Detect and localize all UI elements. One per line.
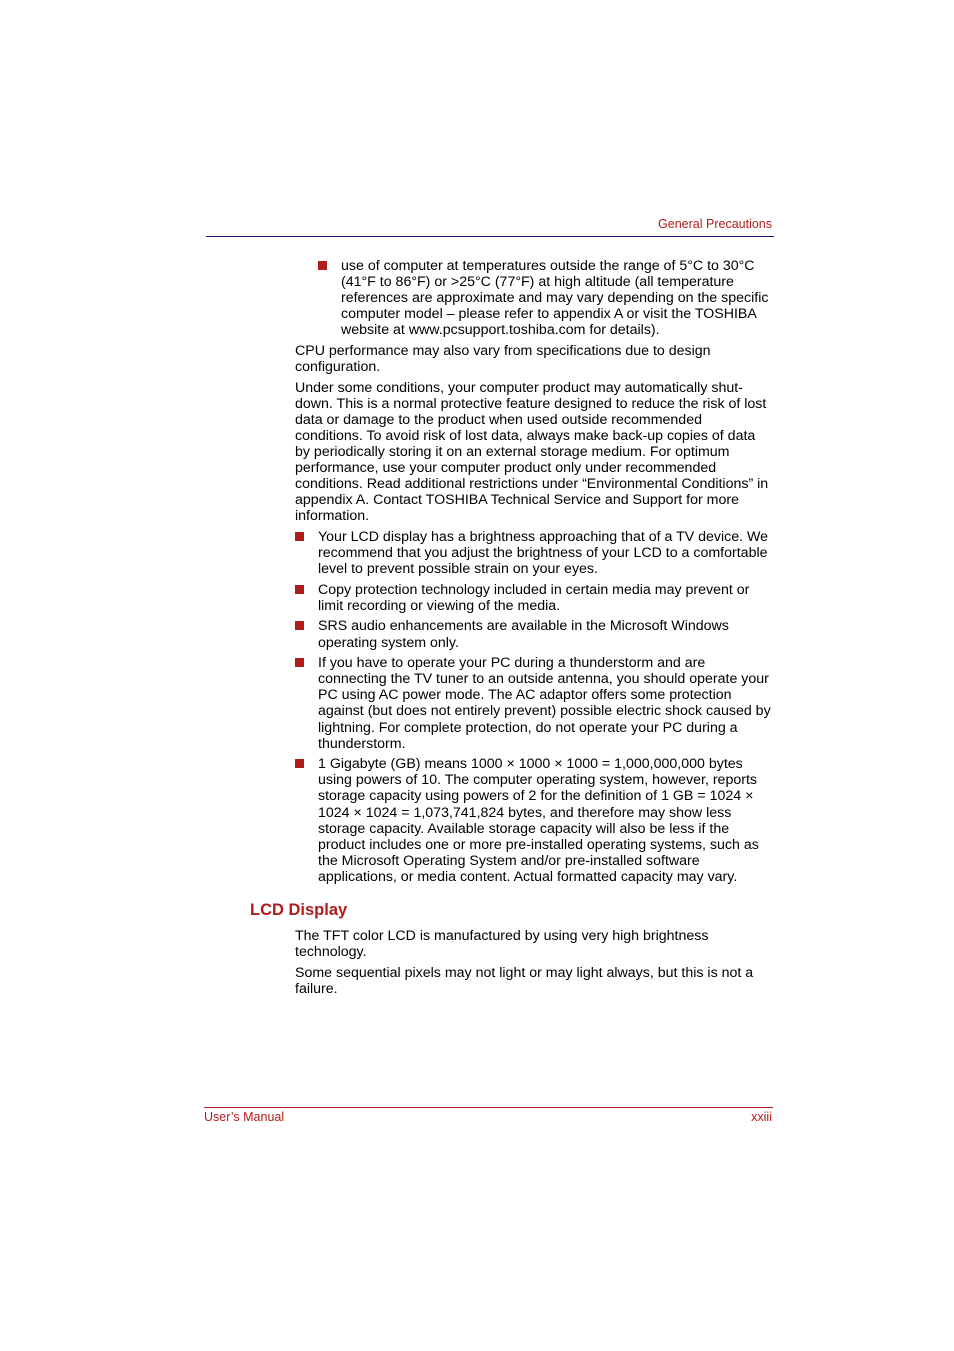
lcd-technology-paragraph: The TFT color LCD is manufactured by using very high brightness technology. xyxy=(295,927,709,961)
bullet-text: If you have to operate your PC during a thunderstorm and are connecting the TV tuner to an outside antenna, you should operate your PC using AC power mode. The AC adaptor offers some protection against (but does not entirely prevent) possible electric shock caused by lightning. For complete protection, do not operate your PC during a thunderstorm. xyxy=(318,655,771,752)
footer-divider xyxy=(204,1107,773,1108)
square-bullet-icon xyxy=(295,585,304,594)
bullet-text: SRS audio enhancements are available in the Microsoft Windows operating system only. xyxy=(318,618,729,651)
square-bullet-icon xyxy=(295,621,304,630)
temperature-bullet-list xyxy=(295,258,773,338)
page-body xyxy=(250,258,773,1001)
list-item xyxy=(295,655,773,752)
bullet-text: 1 Gigabyte (GB) means 1000 × 1000 × 1000 = 1,000,000,000 bytes using powers of 10. The computer operating system, however, reports storage capacity using powers of 2 for the definition of 1 GB = 1024 × 1024 × 1024 = 1,073,741,824 bytes, and therefore may show less storage capacity. Available storage capacity will also be less if the product includes one or more pre-installed operating systems, such as the Microsoft Operating System and/or pre-installed software applications, or media content. Actual formatted capacity may vary. xyxy=(318,756,759,885)
list-item xyxy=(295,529,773,577)
square-bullet-icon xyxy=(295,532,304,541)
page-number: xxiii xyxy=(751,1110,772,1124)
running-header-title: General Precautions xyxy=(658,217,772,231)
list-item xyxy=(295,618,773,650)
square-bullet-icon xyxy=(295,658,304,667)
bullet-text: Copy protection technology included in certain media may prevent or limit recording or viewing of the media. xyxy=(318,581,750,614)
bullet-text: use of computer at temperatures outside the range of 5°C to 30°C (41°F to 86°F) or >25°C (77°F) at high altitude (all temperature references are approximate and may vary depending on the specific computer model – please refer to appendix A or visit the TOSHIBA website at www.pcsupport.toshiba.com for details). xyxy=(341,258,769,339)
square-bullet-icon xyxy=(295,759,304,768)
lcd-pixels-paragraph: Some sequential pixels may not light or may light always, but this is not a failure. xyxy=(295,964,754,997)
header-divider xyxy=(206,236,774,237)
bullet-text: Your LCD display has a brightness approaching that of a TV device. We recommend that you adjust the brightness of your LCD to a comfortable level to prevent possible strain on your eyes. xyxy=(318,529,769,578)
precautions-bullet-list xyxy=(295,529,773,885)
shutdown-paragraph: Under some conditions, your computer product may automatically shut-down. This is a normal protective feature designed to reduce the risk of lost data or damage to the product when used outside recommended conditions. To avoid risk of lost data, always make back-up copies of data by periodically storing it on an external storage medium. For optimum performance, use your computer product only under recommended conditions. Read additional restrictions under “Environmental Conditions” in appendix A. Contact TOSHIBA Technical Service and Support for more information. xyxy=(295,379,769,525)
footer-manual-title: User’s Manual xyxy=(204,1110,285,1124)
square-bullet-icon xyxy=(318,261,327,270)
lcd-display-heading: LCD Display xyxy=(250,900,348,919)
cpu-performance-paragraph: CPU performance may also vary from specifications due to design configuration. xyxy=(295,342,711,376)
list-item xyxy=(295,582,773,614)
list-item xyxy=(295,756,773,885)
list-item xyxy=(318,258,773,338)
